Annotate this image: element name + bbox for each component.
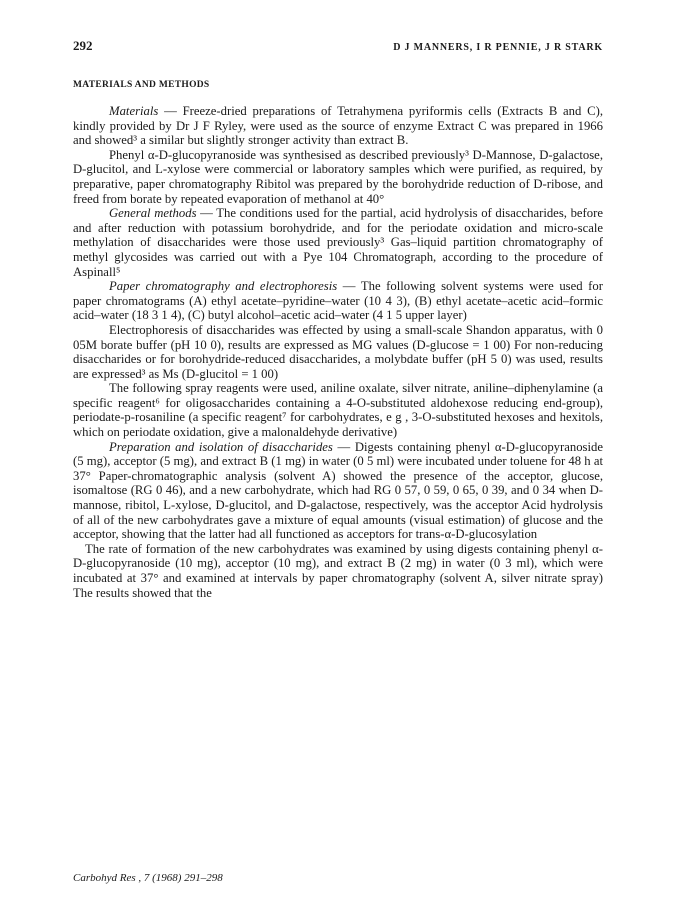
paragraph-heading: Materials — [109, 104, 159, 118]
running-header — [73, 38, 603, 60]
page — [73, 38, 603, 600]
paragraph-text: Freeze-dried preparations of Tetrahymena pyriformis cells (Extracts B and C), kindly provided by Dr J F Ryley, were used as the source of enzyme Extract C was prepared in 1966 and showed³ a similar but slightly stronger activity than extract B. — [73, 104, 604, 148]
heading-separator: — — [196, 206, 217, 221]
section-title: MATERIALS AND METHODS — [73, 80, 210, 90]
paragraph-text: The rate of formation of the new carbohydrates was examined by using digests containing phenyl α-D-glucopyranoside (10 mg), acceptor (10 mg), and extract B (2 mg) in water (0 3 ml), which were incubated at 37° and examined at intervals by paper chromatography (solvent A, silver nitrate spray) The results showed that the — [73, 541, 603, 600]
paragraph — [73, 148, 603, 206]
heading-separator: — — [332, 439, 355, 454]
page-number: 292 — [73, 38, 93, 53]
paragraph — [73, 279, 603, 323]
paragraph — [73, 323, 603, 381]
paragraph — [73, 542, 603, 600]
paragraph-text: Phenyl α-D-glucopyranoside was synthesised as described previously³ D-Mannose, D-galactose, D-glucitol, and L-xylose were commercial or laboratory samples which were purified, as required, by preparative, paper chromatography Ribitol was prepared by the borohydride reduction of D-ribose, and freed from borate by repeated evaporation of methanol at 40° — [73, 147, 603, 206]
paragraph-heading: General methods — [109, 206, 197, 221]
paragraph-heading: Preparation and isolation of disaccharides — [109, 439, 333, 454]
journal-footer: Carbohyd Res , 7 (1968) 291–298 — [73, 872, 223, 884]
paragraph-heading: Paper chromatography and electrophoresis — [109, 279, 338, 294]
paragraph — [73, 206, 603, 279]
running-authors: D J MANNERS, I R PENNIE, J R STARK — [393, 42, 603, 53]
body-text — [73, 104, 603, 600]
paragraph — [73, 440, 603, 542]
paragraph-text: The following spray reagents were used, aniline oxalate, silver nitrate, aniline–diphenylamine (a specific reagent⁶ for oligosaccharides containing a 4-O-substituted aldohexose reducing end-group), periodate-p-rosaniline (a specific reagent⁷ for carbohydrates, e g , 3-O-substituted hexoses and hexitols, which on periodate oxidation, give a malonaldehyde derivative) — [73, 381, 603, 440]
paragraph — [73, 381, 603, 439]
paragraph-text: Digests containing phenyl α-D-glucopyranoside (5 mg), acceptor (5 mg), and extract B (1 mg) in water (0 5 ml) were incubated under toluene for 48 h at 37° Paper-chromatographic analysis (solvent A) showed the presence of the acceptor, glucose, isomaltose (RG 0 46), and a new carbohydrate, which had RG 0 57, 0 59, 0 65, 0 39, and 0 34 when D-mannose, ribitol, L-xylose, D-glucitol, and D-galactose, respectively, was the acceptor Acid hydrolysis of all of the new carbohydrates gave a mixture of equal amounts (visual estimation) of glucose and the acceptor, showing that the latter had all functioned as acceptors for trans-α-D-glucosylation — [73, 439, 603, 542]
paragraph — [73, 104, 603, 148]
heading-separator: — — [158, 104, 183, 118]
heading-separator: — — [337, 279, 361, 294]
paragraph-text: The conditions used for the partial, acid hydrolysis of disaccharides, before and after reduction with potassium borohydride, and for the periodate oxidation and micro-scale methylation of disaccharides were those used previously³ Gas–liquid partition chromatography of methyl glycosides was carried out with a Pye 104 Chromatograph, according to the procedure of Aspinall⁵ — [73, 206, 603, 279]
paragraph-text: The following solvent systems were used for paper chromatograms (A) ethyl acetate–pyridine–water (10 4 3), (B) ethyl acetate–acetic acid–formic acid–water (18 3 1 4), (C) butyl alcohol–acetic acid–water (4 1 5 upper layer) — [73, 279, 603, 323]
paragraph-text: Electrophoresis of disaccharides was effected by using a small-scale Shandon apparatus, with 0 05M borate buffer (pH 10 0), results are expressed as MG values (D-glucose = 1 00) For non-reducing disaccharides or for borohydride-reduced disaccharides, a molybdate buffer (pH 5 0) was used, results are expressed³ as Ms (D-glucitol = 1 00) — [73, 322, 603, 381]
